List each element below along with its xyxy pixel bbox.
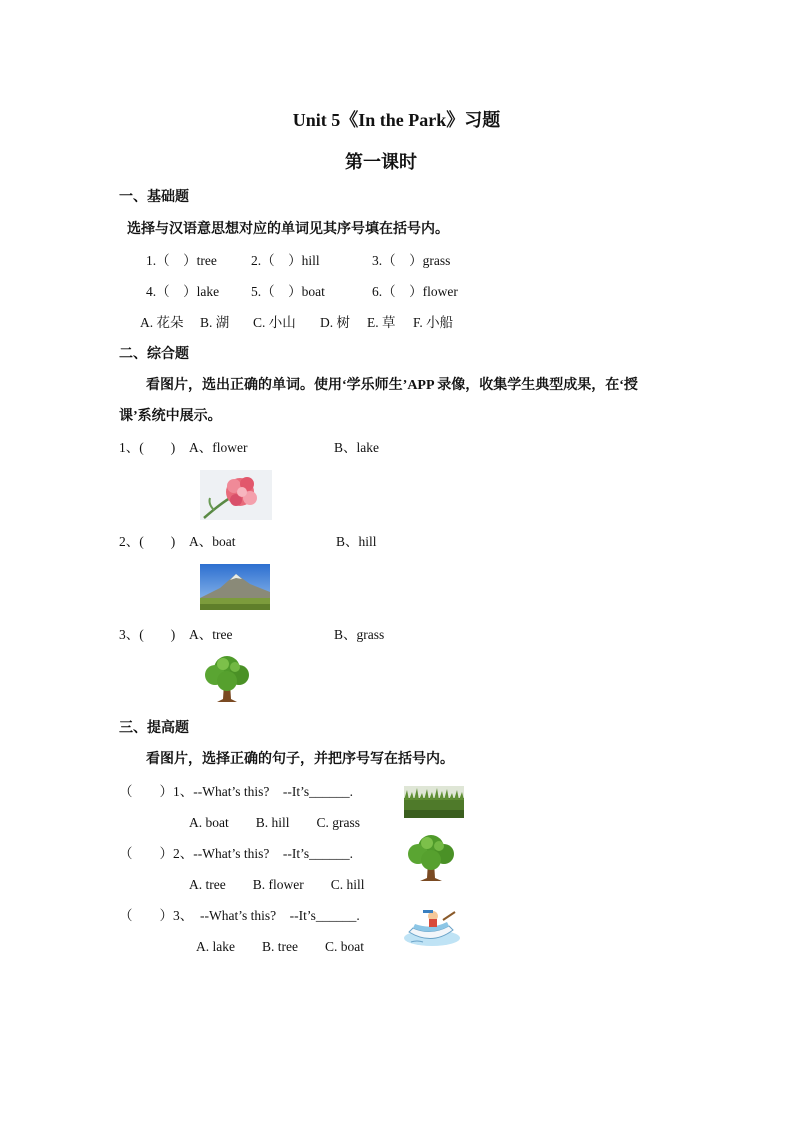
s1-option-f: F. 小船 <box>413 315 454 330</box>
boat-image <box>403 904 461 948</box>
s1-option-c: C. 小山 <box>253 315 296 330</box>
grass-image <box>404 786 464 818</box>
s2-q1-option-b: B、lake <box>334 440 379 455</box>
s2-q1-number: 1、( ) <box>119 440 176 455</box>
s1-option-e: E. 草 <box>367 315 396 330</box>
section2-instruction-line2: 课’系统中展示。 <box>119 409 222 424</box>
s1-option-d: D. 树 <box>320 315 350 330</box>
s1-item-2: 2.（ ）hill <box>251 253 320 268</box>
s1-item-4: 4.（ ）lake <box>146 284 220 299</box>
section3-instruction: 看图片，选择正确的句子，并把序号写在括号内。 <box>146 752 454 767</box>
s1-option-b: B. 湖 <box>200 315 230 330</box>
hill-landscape-image <box>200 564 270 610</box>
s2-q3-option-b: B、grass <box>334 627 385 642</box>
s3-q3-line: （ ）3、 --What’s this? --It’s______. <box>119 908 360 923</box>
section2-instruction-line1: 看图片，选出正确的单词。使用‘学乐师生’APP 录像，收集学生典型成果，在‘授 <box>146 378 638 393</box>
s1-item-5: 5.（ ）boat <box>251 284 325 299</box>
s2-q2-number: 2、( ) <box>119 534 176 549</box>
s1-option-a: A. 花朵 <box>140 315 184 330</box>
s3-q3-options: A. lake B. tree C. boat <box>196 939 364 954</box>
s1-item-6: 6.（ ）flower <box>372 284 458 299</box>
page-subtitle: 第一课时 <box>345 152 417 172</box>
s2-q2-option-b: B、hill <box>336 534 377 549</box>
s2-q1-option-a: A、flower <box>189 440 248 455</box>
tree-image <box>201 653 253 703</box>
s2-q2-option-a: A、boat <box>189 534 236 549</box>
section3-heading: 三、提高题 <box>119 721 189 736</box>
section1-heading: 一、基础题 <box>119 190 189 205</box>
s3-q1-options: A. boat B. hill C. grass <box>189 815 360 830</box>
tree-image <box>404 832 458 882</box>
s3-q2-options: A. tree B. flower C. hill <box>189 877 365 892</box>
s2-q3-option-a: A、tree <box>189 627 233 642</box>
s1-item-3: 3.（ ）grass <box>372 253 451 268</box>
s3-q1-line: （ ）1、--What’s this? --It’s______. <box>119 784 353 799</box>
section1-instruction: 选择与汉语意思想对应的单词见其序号填在括号内。 <box>127 222 449 237</box>
s3-q2-line: （ ）2、--What’s this? --It’s______. <box>119 846 353 861</box>
section2-heading: 二、综合题 <box>119 347 189 362</box>
s2-q3-number: 3、( ) <box>119 627 176 642</box>
s1-item-1: 1.（ ）tree <box>146 253 217 268</box>
carnation-flower-image <box>200 470 272 520</box>
page-title: Unit 5《In the Park》习题 <box>292 110 501 130</box>
